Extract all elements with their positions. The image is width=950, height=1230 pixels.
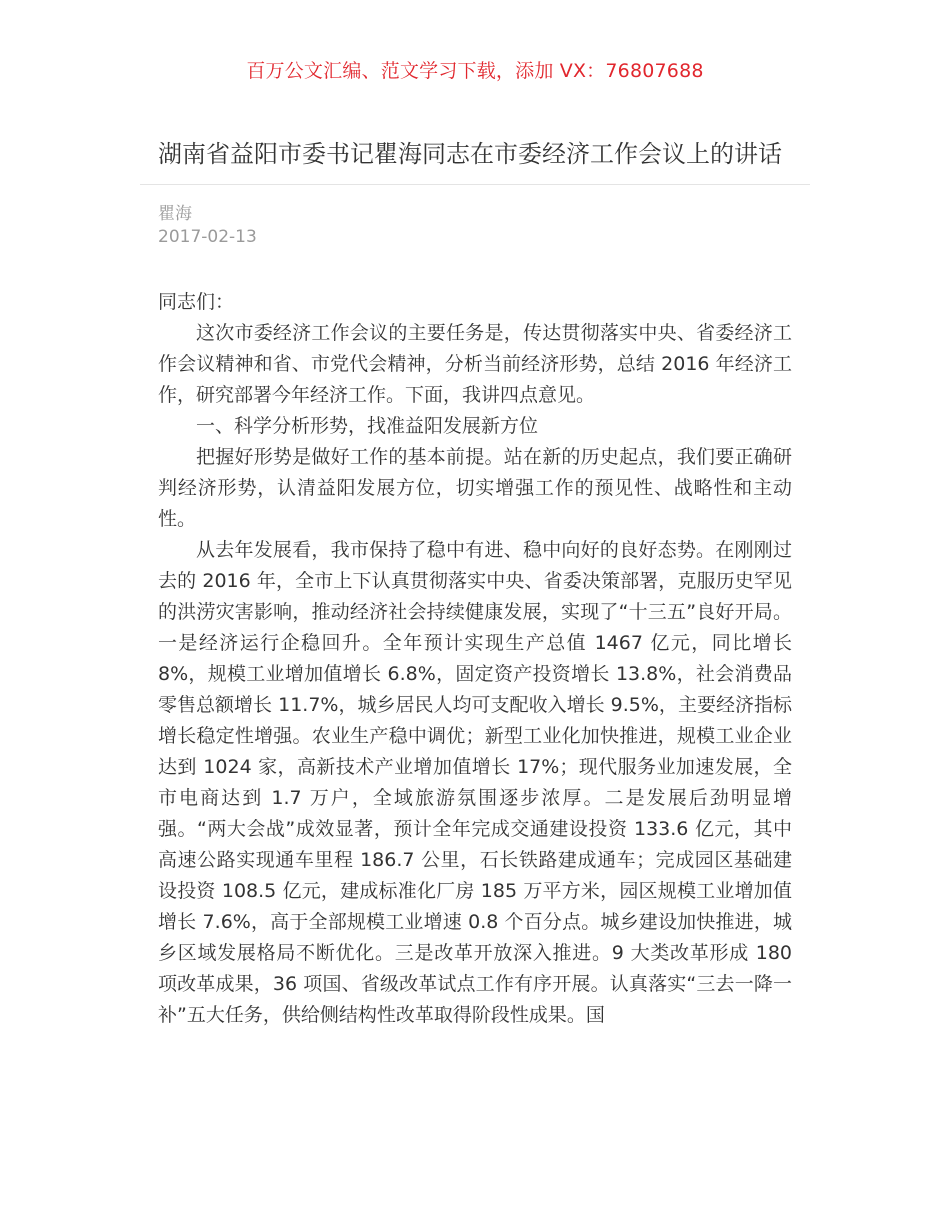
paragraph-intro: 这次市委经济工作会议的主要任务是，传达贯彻落实中央、省委经济工作会议精神和省、市党代会精神，分析当前经济形势，总结 2016 年经济工作，研究部署今年经济工作。下面，我讲四点意见。	[158, 322, 792, 406]
article-body	[140, 287, 810, 1031]
article-title: 湖南省益阳市委书记瞿海同志在市委经济工作会议上的讲话	[140, 136, 810, 185]
paragraph-review: 从去年发展看，我市保持了稳中有进、稳中向好的良好态势。在刚刚过去的 2016 年，全市上下认真贯彻落实中央、省委决策部署，克服历史罕见的洪涝灾害影响，推动经济社会持续健康发展，实现了“十三五”良好开局。一是经济运行企稳回升。全年预计实现生产总值 1467 亿元，同比增长 8%，规模工业增加值增长 6.8%，固定资产投资增长 13.8%，社会消费品零售总额增长 11.7%，城乡居民人均可支配收入增长 9.5%，主要经济指标增长稳定性增强。农业生产稳中调优；新型工业化加快推进，规模工业企业达到 1024 家，高新技术产业增加值增长 17%；现代服务业加速发展，全市电商达到 1.7 万户，全域旅游氛围逐步浓厚。二是发展后劲明显增强。“两大会战”成效显著，预计全年完成交通建设投资 133.6 亿元，其中高速公路实现通车里程 186.7 公里，石长铁路建成通车；完成园区基础建设投资 108.5 亿元，建成标准化厂房 185 万平方米，园区规模工业增加值增长 7.6%，高于全部规模工业增速 0.8 个百分点。城乡建设加快推进，城乡区域发展格局不断优化。三是改革开放深入推进。9 大类改革形成 180 项改革成果，36 项国、省级改革试点工作有序开展。认真落实“三去一降一补”五大任务，供给侧结构性改革取得阶段性成果。国	[158, 539, 792, 1026]
section-heading-1: 一、科学分析形势，找准益阳发展新方位	[196, 415, 539, 437]
download-banner: 百万公文汇编、范文学习下载，添加 VX：76807688	[246, 60, 704, 82]
article-author: 瞿海	[158, 204, 192, 224]
paragraph-situation: 把握好形势是做好工作的基本前提。站在新的历史起点，我们要正确研判经济形势，认清益阳发展方位，切实增强工作的预见性、战略性和主动性。	[158, 446, 792, 530]
salutation: 同志们：	[158, 291, 235, 313]
article	[140, 136, 810, 1031]
article-date: 2017-02-13	[158, 227, 257, 247]
article-meta	[140, 185, 810, 249]
